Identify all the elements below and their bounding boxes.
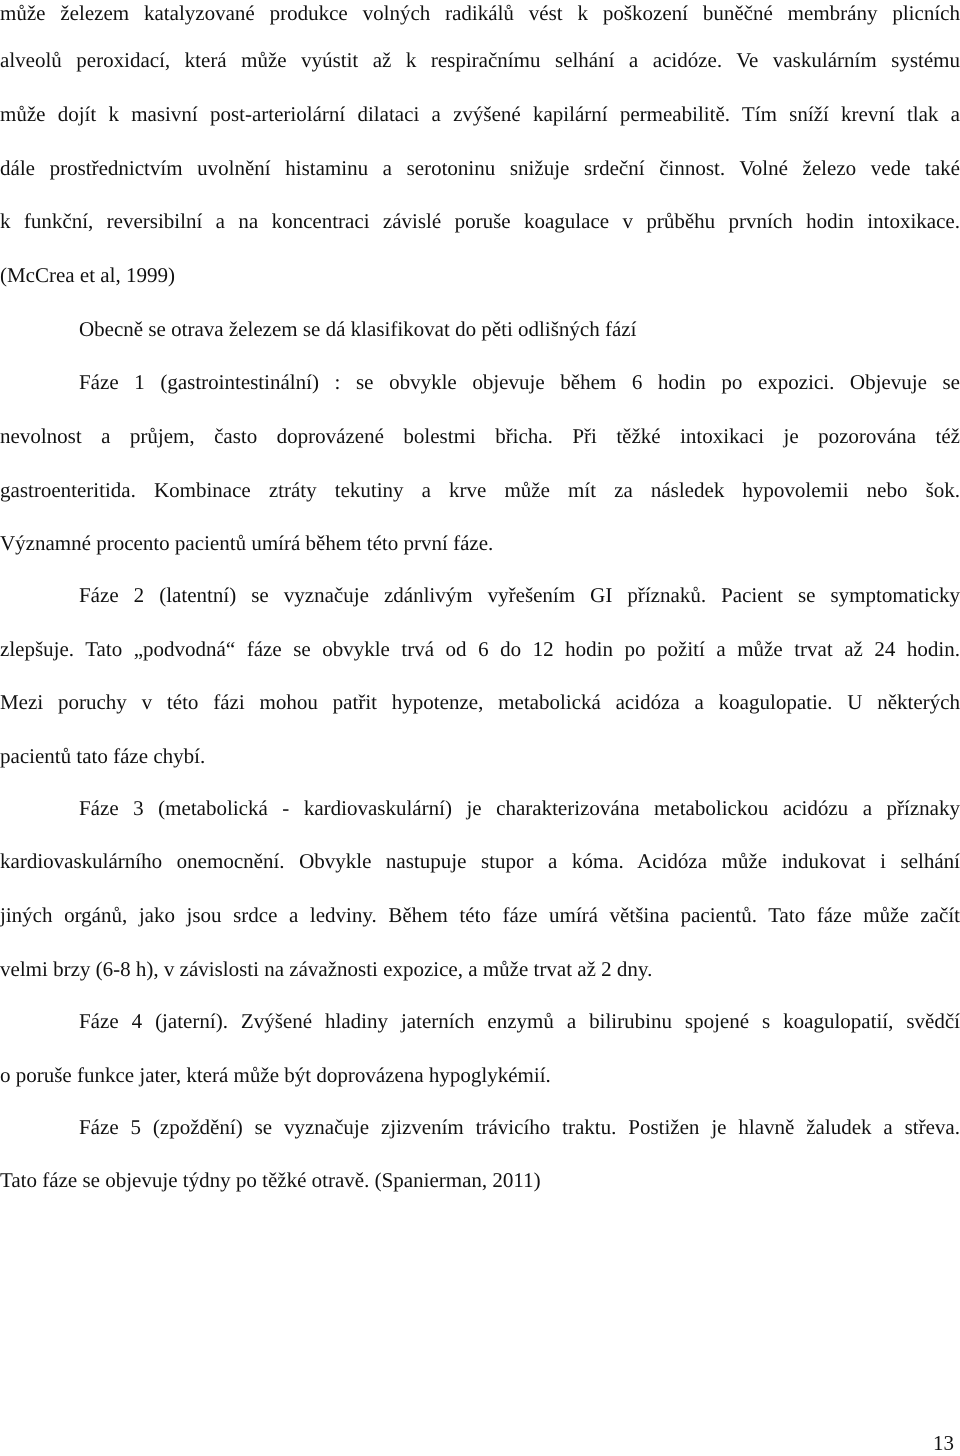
text-line: o poruše funkce jater, která může být doprovázena hypoglykémií.	[0, 1063, 551, 1087]
text-line: Tato fáze se objevuje týdny po těžké otravě. (Spanierman, 2011)	[0, 1168, 541, 1192]
paragraph-first-line: Obecně se otrava železem se dá klasifikovat do pěti odlišných fází	[79, 317, 637, 341]
text-line: gastroenteritida. Kombinace ztráty tekutiny a krve může mít za následek hypovolemii nebo šok.	[0, 478, 960, 502]
text-line: kardiovaskulárního onemocnění. Obvykle nastupuje stupor a kóma. Acidóza může indukovat i selhání	[0, 849, 960, 873]
text-line: Mezi poruchy v této fázi mohou patřit hypotenze, metabolická acidóza a koagulopatie. U některých	[0, 690, 960, 714]
paragraph-first-line: Fáze 1 (gastrointestinální) : se obvykle objevuje během 6 hodin po expozici. Objevuje se	[79, 370, 960, 394]
text-line: nevolnost a průjem, často doprovázené bolestmi břicha. Při těžké intoxikaci je pozorována též	[0, 424, 960, 448]
paragraph-first-line: Fáze 2 (latentní) se vyznačuje zdánlivým vyřešením GI příznaků. Pacient se symptomaticky	[79, 583, 960, 607]
paragraph-first-line: Fáze 4 (jaterní). Zvýšené hladiny jaterních enzymů a bilirubinu spojené s koagulopatií, svědčí	[79, 1009, 960, 1033]
paragraph-first-line: Fáze 3 (metabolická - kardiovaskulární) je charakterizována metabolickou acidózu a příznaky	[79, 796, 960, 820]
text-line: zlepšuje. Tato „podvodná“ fáze se obvykle trvá od 6 do 12 hodin po požití a může trvat až 24 hodin.	[0, 637, 960, 661]
text-line: alveolů peroxidací, která může vyústit až k respiračnímu selhání a acidóze. Ve vaskulárním systému	[0, 48, 960, 72]
paragraph-first-line: Fáze 5 (zpoždění) se vyznačuje zjizvením trávicího traktu. Postižen je hlavně žaludek a střeva.	[79, 1115, 960, 1139]
text-line: dále prostřednictvím uvolnění histaminu a serotoninu snižuje srdeční činnost. Volné železo vede také	[0, 156, 960, 180]
text-line: velmi brzy (6-8 h), v závislosti na závažnosti expozice, a může trvat až 2 dny.	[0, 957, 653, 981]
text-line: k funkční, reversibilní a na koncentraci závislé poruše koagulace v průběhu prvních hodin intoxikace.	[0, 209, 960, 233]
text-line: Významné procento pacientů umírá během této první fáze.	[0, 531, 494, 555]
text-line: pacientů tato fáze chybí.	[0, 744, 206, 768]
page-number: 13	[933, 1431, 954, 1455]
text-line: může železem katalyzované produkce volných radikálů vést k poškození buněčné membrány plicních	[0, 1, 960, 25]
citation-line: (McCrea et al, 1999)	[0, 263, 175, 287]
text-line: jiných orgánů, jako jsou srdce a ledviny. Během této fáze umírá většina pacientů. Tato fáze může začít	[0, 903, 960, 927]
text-line: může dojít k masivní post-arteriolární dilataci a zvýšené kapilární permeabilitě. Tím sníží krevní tlak a	[0, 102, 960, 126]
